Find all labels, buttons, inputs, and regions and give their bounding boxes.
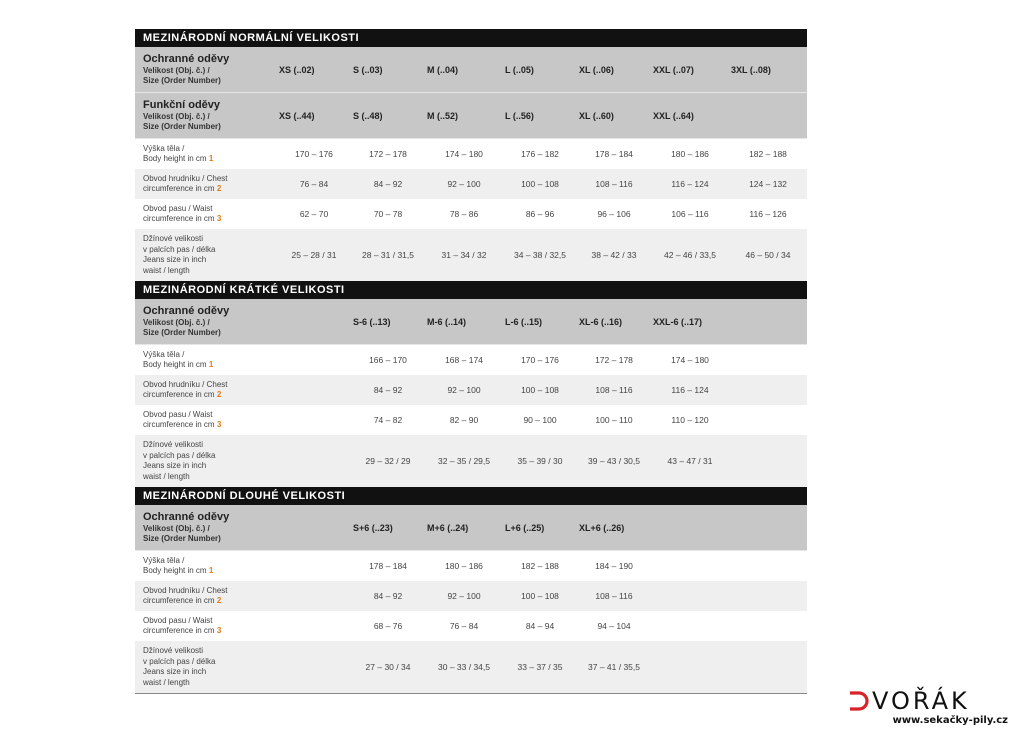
size-code-cell: M+6 (..24) xyxy=(427,522,469,533)
measurement-label-text: Body height in cm xyxy=(143,154,207,163)
logo-d-mark-icon xyxy=(848,690,870,712)
size-caption-en: Size (Order Number) xyxy=(143,122,221,131)
measurement-value-cell: 94 – 104 xyxy=(597,621,631,631)
measurement-label-text: v palcích pas / délka xyxy=(143,450,216,460)
measurement-reference-number: 1 xyxy=(208,154,214,163)
measurement-value-cell: 33 – 37 / 35 xyxy=(517,662,563,672)
garment-type-label xyxy=(135,511,277,544)
section-title: MEZINÁRODNÍ KRÁTKÉ VELIKOSTI xyxy=(135,281,807,299)
measurement-value-cell: 100 – 108 xyxy=(521,591,559,601)
measurement-reference-number: 1 xyxy=(208,566,214,575)
size-code-cell: L-6 (..15) xyxy=(505,316,543,327)
measurement-label-text: circumference in cm xyxy=(143,184,215,193)
measurement-label xyxy=(135,440,277,482)
size-code-cell: M (..52) xyxy=(427,110,459,121)
measurement-label-text: Obvod pasu / Waist xyxy=(143,203,213,213)
size-code-cell: XXL-6 (..17) xyxy=(653,316,703,327)
measurement-label-text: v palcích pas / délka xyxy=(143,244,216,254)
measurement-value-cell: 82 – 90 xyxy=(449,415,479,425)
measurement-label-line xyxy=(143,596,277,607)
measurement-value-cell: 84 – 94 xyxy=(525,621,555,631)
measurement-row xyxy=(135,405,807,435)
measurement-value-cell: 176 – 182 xyxy=(521,149,559,159)
measurement-value-cell: 29 – 32 / 29 xyxy=(365,456,411,466)
measurement-value-cell: 178 – 184 xyxy=(595,149,633,159)
measurement-value-cell: 168 – 174 xyxy=(445,355,483,365)
measurement-label-text: Jeans size in inch xyxy=(143,255,207,264)
size-code-cell: S (..48) xyxy=(353,110,383,121)
measurement-label xyxy=(135,410,277,431)
measurement-label-line xyxy=(143,616,277,627)
measurement-row xyxy=(135,375,807,405)
size-code-cell: L+6 (..25) xyxy=(505,522,545,533)
measurement-label-text: Výška těla / xyxy=(143,349,185,359)
measurement-value-cell: 32 – 35 / 29,5 xyxy=(438,456,490,466)
measurement-reference-number: 1 xyxy=(208,360,214,369)
garment-type-name: Ochranné oděvy xyxy=(143,53,230,65)
measurement-label-text: circumference in cm xyxy=(143,596,215,605)
measurement-value-cell: 100 – 110 xyxy=(595,415,633,425)
logo-brand-text: VOŘÁK xyxy=(872,687,970,715)
measurement-value-cell: 178 – 184 xyxy=(369,561,407,571)
measurement-value-cell: 68 – 76 xyxy=(373,621,403,631)
measurement-value-cell: 182 – 188 xyxy=(521,561,559,571)
measurement-reference-number: 2 xyxy=(216,184,222,193)
measurement-label-text: circumference in cm xyxy=(143,390,215,399)
size-caption-cz: Velikost (Obj. č.) / xyxy=(143,318,210,327)
size-code-cell: M-6 (..14) xyxy=(427,316,467,327)
measurement-label-text: waist / length xyxy=(143,471,190,481)
measurement-value-cell: 166 – 170 xyxy=(369,355,407,365)
measurement-value-cell: 92 – 100 xyxy=(447,179,481,189)
measurement-value-cell: 46 – 50 / 34 xyxy=(745,250,791,260)
garment-type-label xyxy=(135,305,277,338)
measurement-label-line xyxy=(143,472,277,483)
measurement-label-line xyxy=(143,255,277,266)
measurement-label xyxy=(135,234,277,276)
measurement-value-cell: 25 – 28 / 31 xyxy=(291,250,337,260)
size-code-cell: XS (..02) xyxy=(279,64,315,75)
measurement-label-text: Body height in cm xyxy=(143,566,207,575)
measurement-label-text: Džínové velikosti xyxy=(143,646,204,655)
measurement-label-text: Obvod pasu / Waist xyxy=(143,615,213,625)
measurement-label-text: circumference in cm xyxy=(143,420,215,429)
measurement-value-cell: 106 – 116 xyxy=(671,209,709,219)
measurement-value-cell: 116 – 124 xyxy=(671,385,709,395)
size-code-cell: 3XL (..08) xyxy=(731,64,771,75)
measurement-label-text: Obvod pasu / Waist xyxy=(143,409,213,419)
measurement-reference-number: 2 xyxy=(216,596,222,605)
measurement-label-text: Obvod hrudníku / Chest xyxy=(143,173,228,183)
measurement-value-cell: 35 – 39 / 30 xyxy=(517,456,563,466)
measurement-label-text: circumference in cm xyxy=(143,626,215,635)
measurement-value-cell: 174 – 180 xyxy=(445,149,483,159)
logo-wordmark xyxy=(848,688,1016,714)
measurement-value-cell: 62 – 70 xyxy=(299,209,329,219)
measurement-reference-number: 3 xyxy=(216,214,222,223)
measurement-label-line xyxy=(143,556,277,567)
measurement-value-cell: 31 – 34 / 32 xyxy=(441,250,487,260)
measurement-label-line xyxy=(143,360,277,371)
measurement-label-text: Jeans size in inch xyxy=(143,461,207,470)
size-code-cell: XL (..60) xyxy=(579,110,614,121)
measurement-value-cell: 92 – 100 xyxy=(447,591,481,601)
measurement-label-line xyxy=(143,646,277,657)
size-header-row xyxy=(135,299,807,345)
measurement-label-text: waist / length xyxy=(143,677,190,687)
measurement-label-line xyxy=(143,667,277,678)
measurement-value-cell: 100 – 108 xyxy=(521,179,559,189)
size-chart xyxy=(135,29,807,694)
measurement-label-line xyxy=(143,410,277,421)
measurement-label-line xyxy=(143,420,277,431)
measurement-value-cell: 86 – 96 xyxy=(525,209,555,219)
measurement-label-line xyxy=(143,154,277,165)
measurement-label xyxy=(135,204,277,225)
measurement-value-cell: 74 – 82 xyxy=(373,415,403,425)
size-code-cell: S (..03) xyxy=(353,64,383,75)
measurement-value-cell: 180 – 186 xyxy=(445,561,483,571)
measurement-row xyxy=(135,581,807,611)
measurement-label-line xyxy=(143,440,277,451)
measurement-label-line xyxy=(143,626,277,637)
measurement-value-cell: 182 – 188 xyxy=(749,149,787,159)
measurement-value-cell: 96 – 106 xyxy=(597,209,631,219)
measurement-row xyxy=(135,139,807,169)
table-bottom-rule xyxy=(135,693,807,694)
measurement-value-cell: 108 – 116 xyxy=(595,591,633,601)
measurement-reference-number: 2 xyxy=(216,390,222,399)
measurement-label-line xyxy=(143,234,277,245)
garment-type-label xyxy=(135,99,277,132)
measurement-label xyxy=(135,350,277,371)
size-caption-cz: Velikost (Obj. č.) / xyxy=(143,112,210,121)
measurement-row xyxy=(135,169,807,199)
size-code-cell: XL-6 (..16) xyxy=(579,316,623,327)
measurement-label-line xyxy=(143,678,277,689)
measurement-label-text: Výška těla / xyxy=(143,555,185,565)
size-header-row xyxy=(135,47,807,93)
measurement-value-cell: 42 – 46 / 33,5 xyxy=(664,250,716,260)
measurement-value-cell: 108 – 116 xyxy=(595,385,633,395)
measurement-label-line xyxy=(143,657,277,668)
measurement-value-cell: 92 – 100 xyxy=(447,385,481,395)
size-code-cell: S+6 (..23) xyxy=(353,522,393,533)
measurement-label xyxy=(135,616,277,637)
size-code-cell: M (..04) xyxy=(427,64,459,75)
measurement-value-cell: 84 – 92 xyxy=(373,179,403,189)
measurement-label-line xyxy=(143,350,277,361)
measurement-label-line xyxy=(143,204,277,215)
garment-type-name: Ochranné oděvy xyxy=(143,511,230,523)
measurement-value-cell: 116 – 124 xyxy=(671,179,709,189)
measurement-label xyxy=(135,646,277,688)
measurement-row xyxy=(135,199,807,229)
measurement-label xyxy=(135,556,277,577)
size-caption-cz: Velikost (Obj. č.) / xyxy=(143,524,210,533)
measurement-value-cell: 76 – 84 xyxy=(299,179,329,189)
garment-type-label xyxy=(135,53,277,86)
measurement-label-text: Džínové velikosti xyxy=(143,440,204,449)
size-caption-en: Size (Order Number) xyxy=(143,534,221,543)
measurement-value-cell: 110 – 120 xyxy=(671,415,709,425)
measurement-label-text: Výška těla / xyxy=(143,143,185,153)
garment-type-name: Ochranné oděvy xyxy=(143,305,230,317)
measurement-value-cell: 78 – 86 xyxy=(449,209,479,219)
measurement-label xyxy=(135,380,277,401)
measurement-value-cell: 100 – 108 xyxy=(521,385,559,395)
measurement-value-cell: 90 – 100 xyxy=(523,415,557,425)
measurement-value-cell: 170 – 176 xyxy=(295,149,333,159)
measurement-label-line xyxy=(143,390,277,401)
size-code-cell: XXL (..64) xyxy=(653,110,694,121)
measurement-label-text: Jeans size in inch xyxy=(143,667,207,676)
size-code-cell: XL (..06) xyxy=(579,64,614,75)
measurement-value-cell: 70 – 78 xyxy=(373,209,403,219)
measurement-value-cell: 172 – 178 xyxy=(595,355,633,365)
measurement-value-cell: 180 – 186 xyxy=(671,149,709,159)
measurement-value-cell: 184 – 190 xyxy=(595,561,633,571)
measurement-label-line xyxy=(143,184,277,195)
measurement-value-cell: 174 – 180 xyxy=(671,355,709,365)
size-code-cell: L (..56) xyxy=(505,110,534,121)
measurement-label-line xyxy=(143,214,277,225)
measurement-label-line xyxy=(143,174,277,185)
measurement-value-cell: 172 – 178 xyxy=(369,149,407,159)
measurement-reference-number: 3 xyxy=(216,420,222,429)
measurement-reference-number: 3 xyxy=(216,626,222,635)
measurement-value-cell: 124 – 132 xyxy=(749,179,787,189)
measurement-label-text: v palcích pas / délka xyxy=(143,656,216,666)
measurement-label-line xyxy=(143,380,277,391)
measurement-label-text: circumference in cm xyxy=(143,214,215,223)
measurement-value-cell: 27 – 30 / 34 xyxy=(365,662,411,672)
measurement-label-line xyxy=(143,144,277,155)
measurement-value-cell: 39 – 43 / 30,5 xyxy=(588,456,640,466)
dvorak-logo xyxy=(848,688,1016,726)
measurement-label-line xyxy=(143,245,277,256)
size-code-cell: S-6 (..13) xyxy=(353,316,391,327)
measurement-label xyxy=(135,144,277,165)
measurement-label-text: Body height in cm xyxy=(143,360,207,369)
measurement-value-cell: 170 – 176 xyxy=(521,355,559,365)
size-code-cell: L (..05) xyxy=(505,64,534,75)
measurement-row xyxy=(135,551,807,581)
measurement-value-cell: 108 – 116 xyxy=(595,179,633,189)
logo-url: www.sekačky-pily.cz xyxy=(892,715,1008,726)
section-title: MEZINÁRODNÍ NORMÁLNÍ VELIKOSTI xyxy=(135,29,807,47)
measurement-row xyxy=(135,229,807,281)
measurement-label-line xyxy=(143,266,277,277)
measurement-label-line xyxy=(143,461,277,472)
measurement-row xyxy=(135,641,807,693)
size-code-cell: XS (..44) xyxy=(279,110,315,121)
size-header-row xyxy=(135,505,807,551)
measurement-label-text: Obvod hrudníku / Chest xyxy=(143,585,228,595)
size-header-row xyxy=(135,93,807,139)
measurement-value-cell: 76 – 84 xyxy=(449,621,479,631)
measurement-label-line xyxy=(143,566,277,577)
size-caption-en: Size (Order Number) xyxy=(143,328,221,337)
measurement-label-line xyxy=(143,451,277,462)
measurement-value-cell: 38 – 42 / 33 xyxy=(591,250,637,260)
measurement-value-cell: 28 – 31 / 31,5 xyxy=(362,250,414,260)
measurement-label-line xyxy=(143,586,277,597)
measurement-value-cell: 84 – 92 xyxy=(373,591,403,601)
measurement-value-cell: 37 – 41 / 35,5 xyxy=(588,662,640,672)
measurement-label xyxy=(135,174,277,195)
size-code-cell: XL+6 (..26) xyxy=(579,522,625,533)
section-title: MEZINÁRODNÍ DLOUHÉ VELIKOSTI xyxy=(135,487,807,505)
measurement-label xyxy=(135,586,277,607)
measurement-row xyxy=(135,435,807,487)
measurement-value-cell: 34 – 38 / 32,5 xyxy=(514,250,566,260)
size-caption-en: Size (Order Number) xyxy=(143,76,221,85)
measurement-value-cell: 116 – 126 xyxy=(749,209,787,219)
size-caption-cz: Velikost (Obj. č.) / xyxy=(143,66,210,75)
measurement-row xyxy=(135,345,807,375)
measurement-label-text: Džínové velikosti xyxy=(143,234,204,243)
measurement-label-text: Obvod hrudníku / Chest xyxy=(143,379,228,389)
measurement-row xyxy=(135,611,807,641)
garment-type-name: Funkční oděvy xyxy=(143,99,221,111)
measurement-value-cell: 84 – 92 xyxy=(373,385,403,395)
measurement-value-cell: 43 – 47 / 31 xyxy=(667,456,713,466)
measurement-value-cell: 30 – 33 / 34,5 xyxy=(438,662,490,672)
measurement-label-text: waist / length xyxy=(143,265,190,275)
size-code-cell: XXL (..07) xyxy=(653,64,694,75)
